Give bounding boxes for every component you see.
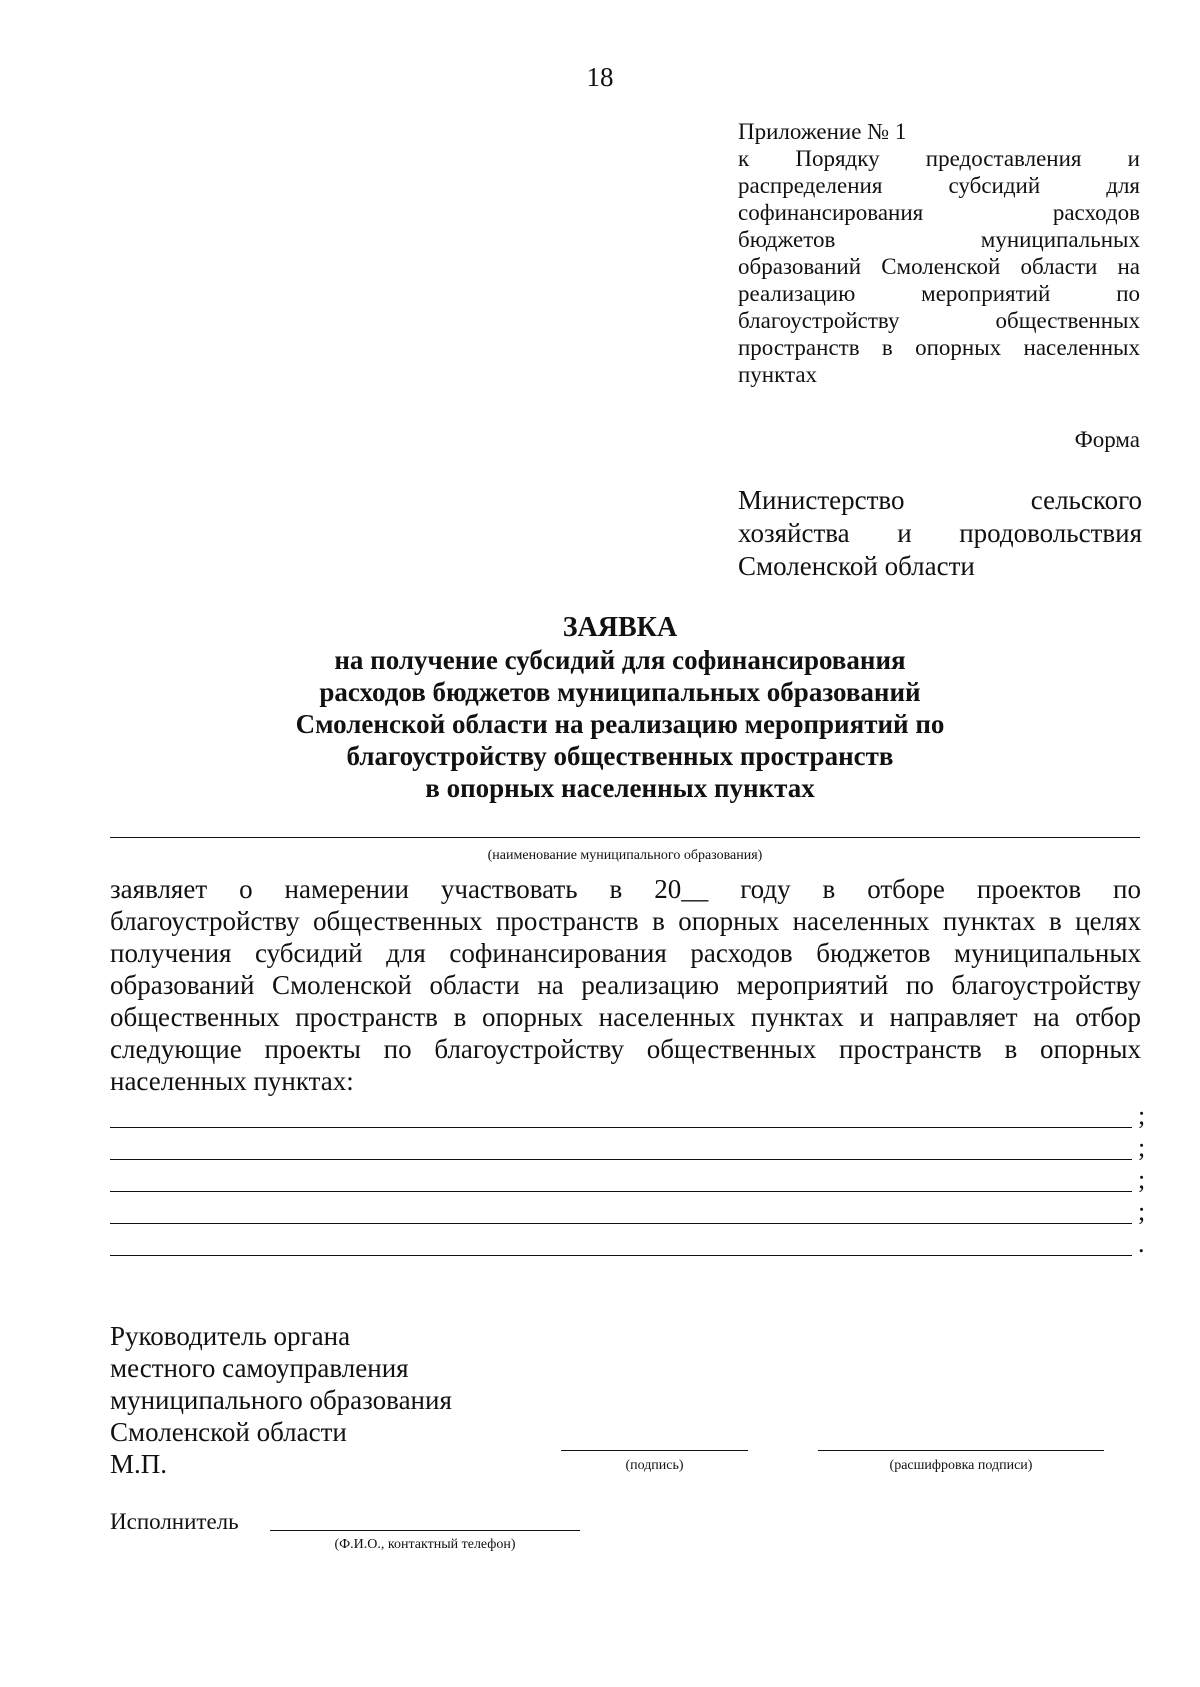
body-line: образований Смоленской области на реализацию мероприятий по благоустройству <box>110 970 1141 1000</box>
body-line: получения субсидий для софинансирования расходов бюджетов муниципальных <box>110 938 1141 968</box>
project-entry-punct: ; <box>1138 1165 1146 1194</box>
appendix-line: распределения субсидий для <box>738 173 1140 198</box>
project-entry-line[interactable] <box>110 1133 1150 1169</box>
project-entry-rule <box>110 1255 1132 1256</box>
project-entry-punct: ; <box>1138 1133 1146 1162</box>
signer-block <box>110 1320 452 1480</box>
stamp-label: М.П. <box>110 1449 168 1479</box>
title-line: в опорных населенных пунктах <box>425 773 815 803</box>
appendix-line: реализацию мероприятий по <box>738 281 1140 306</box>
appendix-line: пунктах <box>738 362 818 387</box>
signer-line: Смоленской области <box>110 1417 347 1447</box>
project-entry-punct: . <box>1138 1229 1145 1258</box>
appendix-line: образований Смоленской области на <box>738 254 1140 279</box>
project-entry-rule <box>110 1223 1132 1224</box>
title-line: расходов бюджетов муниципальных образований <box>319 677 921 707</box>
signer-line: Руководитель органа <box>110 1321 351 1351</box>
signature-field[interactable] <box>561 1450 748 1451</box>
project-entry-punct: ; <box>1138 1101 1146 1130</box>
body-line-end: году в отборе проектов по <box>740 874 1141 904</box>
project-entry-rule <box>110 1159 1132 1160</box>
appendix-line: к Порядку предоставления и <box>738 146 1140 171</box>
project-list <box>110 1101 1150 1265</box>
signature-caption: (подпись) <box>625 1458 684 1473</box>
ministry-line: хозяйства и продовольствия <box>738 518 1142 548</box>
title-heading: ЗАЯВКА <box>562 612 678 643</box>
appendix-line: благоустройству общественных <box>738 308 1140 333</box>
signature-decoding-caption: (расшифровка подписи) <box>889 1458 1033 1473</box>
municipality-name-caption: (наименование муниципального образования) <box>487 848 763 863</box>
body-line: общественных пространств в опорных населенных пунктах и направляет на отбор <box>110 1002 1141 1032</box>
title-line: Смоленской области на реализацию мероприятий по <box>295 709 945 739</box>
body-line: следующие проекты по благоустройству общественных пространств в опорных <box>110 1034 1141 1064</box>
title-line: благоустройству общественных пространств <box>346 741 894 771</box>
project-entry-line[interactable] <box>110 1101 1150 1137</box>
project-entry-line[interactable] <box>110 1165 1150 1201</box>
body-line-start: заявляет о намерении участвовать в 20 <box>110 874 682 904</box>
application-body <box>110 873 1141 1097</box>
document-title <box>100 612 1140 804</box>
body-line <box>110 873 1141 905</box>
project-entry-punct: ; <box>1138 1197 1146 1226</box>
project-entry-rule <box>110 1191 1132 1192</box>
signer-line: местного самоуправления <box>110 1353 409 1383</box>
ministry-line: Министерство сельского <box>738 485 1142 515</box>
appendix-line: Приложение № 1 <box>738 119 907 144</box>
signer-line: муниципального образования <box>110 1385 452 1415</box>
appendix-line: пространств в опорных населенных <box>738 335 1140 360</box>
executor-field[interactable] <box>270 1530 580 1531</box>
appendix-line: софинансирования расходов <box>738 200 1140 225</box>
signature-decoding-field[interactable] <box>818 1450 1104 1451</box>
project-entry-line[interactable] <box>110 1229 1150 1265</box>
body-line: населенных пунктах: <box>110 1066 354 1096</box>
ministry-line: Смоленской области <box>738 551 975 581</box>
executor-label: Исполнитель <box>110 1509 239 1534</box>
page-number: 18 <box>586 62 614 92</box>
appendix-note <box>738 118 1140 388</box>
title-line: на получение субсидий для софинансирования <box>334 645 906 675</box>
project-entry-line[interactable] <box>110 1197 1150 1233</box>
body-line: благоустройству общественных пространств в опорных населенных пунктах в целях <box>110 906 1141 936</box>
municipality-name-field[interactable] <box>110 837 1140 838</box>
executor-caption: (Ф.И.О., контактный телефон) <box>334 1537 516 1552</box>
project-entry-rule <box>110 1127 1132 1128</box>
addressee-ministry <box>738 484 1142 583</box>
form-label: Форма <box>1074 427 1140 452</box>
appendix-line: бюджетов муниципальных <box>738 227 1140 252</box>
year-blank[interactable]: __ <box>681 874 709 904</box>
